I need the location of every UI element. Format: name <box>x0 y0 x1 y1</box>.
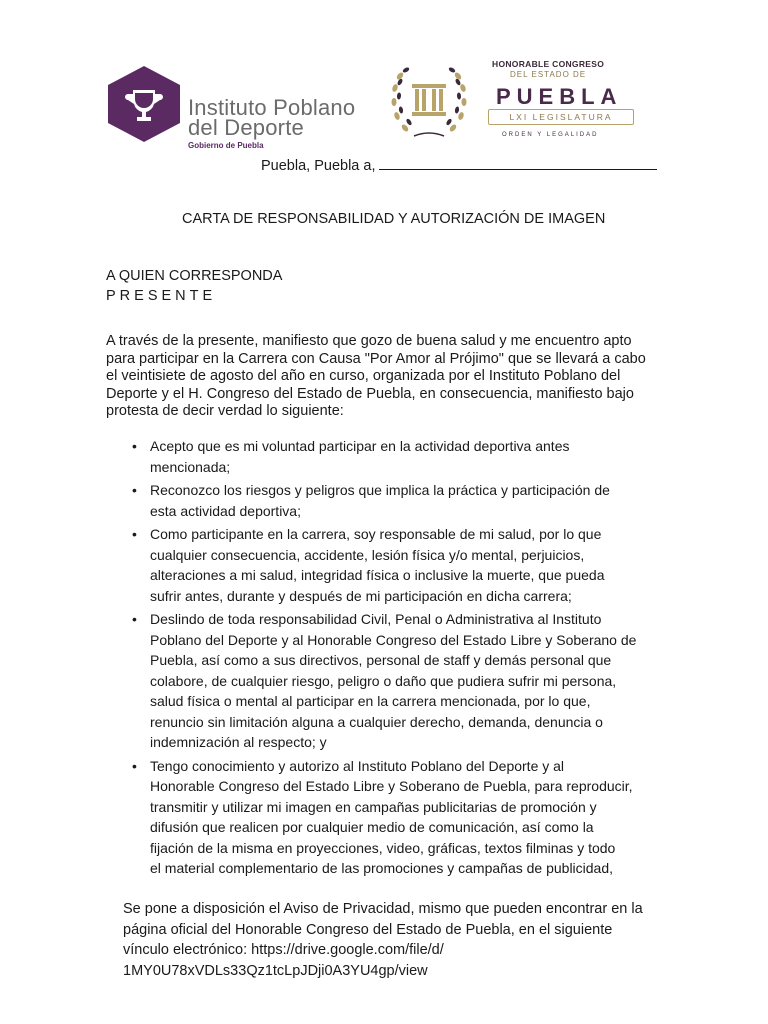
greeting: A QUIEN CORRESPONDA <box>106 268 283 284</box>
intro-line: protesta de decir verdad lo siguiente: <box>106 403 344 419</box>
ipd-name-line2: del Deporte <box>188 115 304 140</box>
date-line <box>261 157 657 174</box>
list-item-line: Reconozco los riesgos y peligros que implica la práctica y participación de <box>150 482 610 498</box>
list-item-line: fijación de la misma en proyecciones, video, gráficas, textos filminas y todo <box>150 839 616 856</box>
ipd-subtitle: Gobierno de Puebla <box>188 141 264 150</box>
list-item-line: Tengo conocimiento y autorizo al Instituto Poblano del Deporte y al <box>150 757 565 774</box>
date-blank-field[interactable] <box>379 157 657 170</box>
list-item-line: Como participante en la carrera, soy responsable de mi salud, por lo que <box>150 526 602 542</box>
bullet-icon: • <box>132 757 137 774</box>
list-item <box>132 436 672 477</box>
closing-line: vínculo electrónico: https://drive.google.com/file/d/ <box>123 942 444 958</box>
congreso-title: HONORABLE CONGRESO <box>492 59 605 69</box>
list-item-line: indemnización al respecto; y <box>150 734 327 750</box>
date-label: Puebla, Puebla a, <box>261 158 376 174</box>
list-item-line: sufrir antes, durante y después de mi participación en dicha carrera; <box>150 587 572 604</box>
bullet-icon: • <box>132 438 137 454</box>
declarations-list <box>132 436 672 882</box>
list-item-line: cualquier consecuencia, accidente, lesión física y/o mental, perjuicios, <box>150 546 585 563</box>
privacy-link[interactable]: 1MY0U78xVDLs33Qz1tcLpJDji0A3YU4gp/view <box>123 962 428 979</box>
congreso-name: PUEBLA <box>496 84 623 109</box>
list-item-line: difusión que realicen por cualquier medio de comunicación, así como la <box>150 819 594 835</box>
list-item-line: transmitir y utilizar mi imagen en campañas publicitarias de promoción y <box>150 798 597 815</box>
ipd-name <box>188 95 356 140</box>
list-item <box>132 756 672 879</box>
congreso-logo <box>384 56 644 146</box>
list-item-line: Poblano del Deporte y al Honorable Congreso del Estado Libre y Soberano de <box>150 631 637 648</box>
intro-paragraph <box>106 333 666 421</box>
list-item-line: esta actividad deportiva; <box>150 502 301 519</box>
trophy-icon <box>106 64 182 144</box>
congreso-motto: ORDEN Y LEGALIDAD <box>502 132 599 138</box>
closing-line: página oficial del Honorable Congreso del Estado de Puebla, en el siguiente <box>123 921 613 938</box>
list-item-line: Deslindo de toda responsabilidad Civil, Penal o Administrativa al Instituto <box>150 611 602 627</box>
intro-line: Deporte y el H. Congreso del Estado de Puebla, en consecuencia, manifiesto bajo <box>106 385 634 402</box>
intro-line: A través de la presente, manifiesto que gozo de buena salud y me encuentro apto <box>106 333 632 349</box>
document-title: CARTA DE RESPONSABILIDAD Y AUTORIZACIÓN DE IMAGEN <box>182 211 606 227</box>
list-item <box>132 609 672 753</box>
ipd-logo <box>106 64 376 152</box>
ipd-name-line1: Instituto Poblano <box>188 95 356 120</box>
list-item-line: colabore, de cualquier riesgo, peligro o daño que pudiera sufrir mi persona, <box>150 672 617 689</box>
list-item-line: Puebla, así como a sus directivos, personal de staff y demás personal que <box>150 652 612 668</box>
laurel-crest-icon <box>384 56 474 144</box>
presente-heading: PRESENTE <box>106 288 217 304</box>
congreso-legislatura: LXI LEGISLATURA <box>488 109 634 125</box>
list-item-line: Acepto que es mi voluntad participar en la actividad deportiva antes <box>150 438 570 454</box>
list-item-line: el material complementario de las promociones y campañas de publicidad, <box>150 860 614 876</box>
bullet-icon: • <box>132 611 137 627</box>
congreso-estado: DEL ESTADO DE <box>510 70 587 79</box>
privacy-notice <box>123 899 663 981</box>
list-item-line: Honorable Congreso del Estado Libre y Soberano de Puebla, para reproducir, <box>150 778 633 794</box>
intro-line: para participar en la Carrera con Causa "Por Amor al Prójimo" que se llevará a cabo <box>106 350 646 367</box>
list-item <box>132 524 672 606</box>
closing-line: Se pone a disposición el Aviso de Privacidad, mismo que pueden encontrar en la <box>123 901 643 917</box>
list-item <box>132 480 672 521</box>
list-item-line: alteraciones a mi salud, integridad física o inclusive la muerte, que pueda <box>150 567 605 583</box>
bullet-icon: • <box>132 526 137 542</box>
list-item-line: salud física o mental al participar en la carrera mencionada, por lo que, <box>150 693 591 709</box>
bullet-icon: • <box>132 482 137 498</box>
list-item-line: mencionada; <box>150 458 231 475</box>
intro-line: el veintisiete de agosto del año en curso, organizada por el Instituto Poblano del <box>106 368 621 384</box>
list-item-line: renuncio sin limitación alguna a cualquier derecho, demanda, denuncia o <box>150 713 603 730</box>
